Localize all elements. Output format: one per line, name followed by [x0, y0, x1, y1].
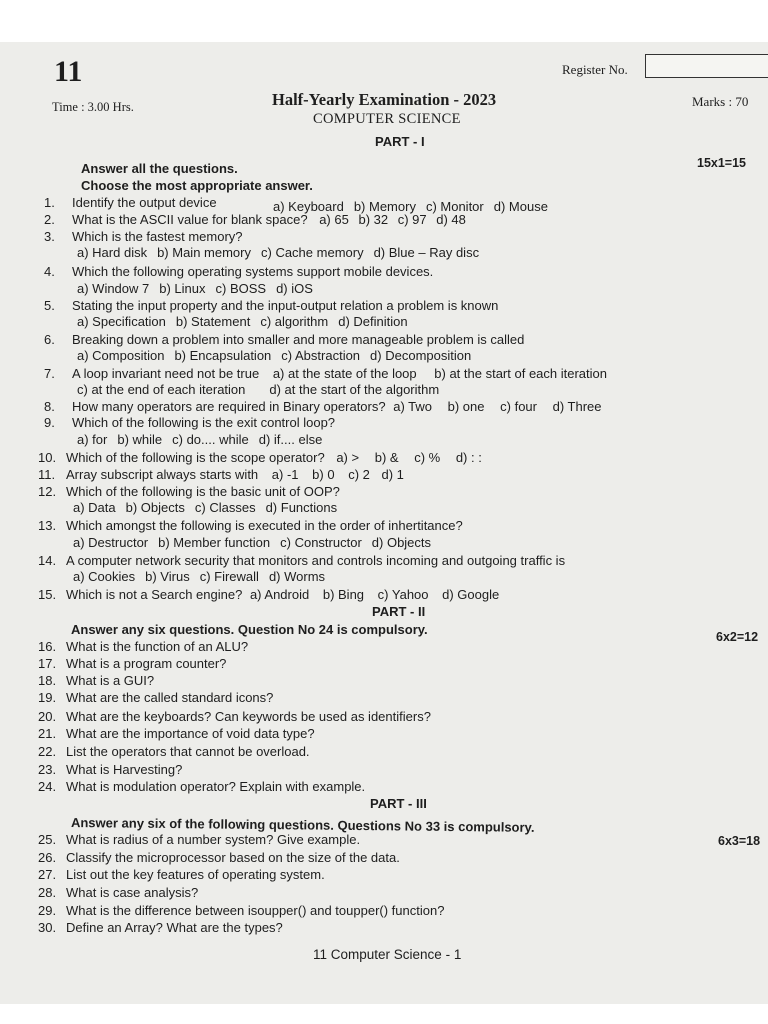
question-5: 5. Stating the input property and the input-output relation a problem is known [44, 298, 499, 313]
exam-time: Time : 3.00 Hrs. [52, 100, 134, 114]
question-25: 25. What is radius of a number system? Give example. [38, 832, 361, 847]
class-number: 11 [54, 55, 83, 88]
total-marks: Marks : 70 [692, 94, 749, 109]
question-4-options: a) Window 7 b) Linux c) BOSS d) iOS [77, 281, 313, 296]
question-1-options: a) Keyboard b) Memory c) Monitor d) Mouse [273, 199, 548, 214]
question-12-options: a) Data b) Objects c) Classes d) Functions [73, 500, 338, 515]
part-3-title: PART - III [370, 796, 427, 811]
register-number-box[interactable] [645, 54, 768, 78]
question-6-options: a) Composition b) Encapsulation c) Abstraction d) Decomposition [77, 348, 472, 363]
question-19: 19. What are the called standard icons? [38, 690, 274, 705]
question-13-options: a) Destructor b) Member function c) Constructor d) Objects [73, 535, 432, 550]
question-13: 13. Which amongst the following is executed in the order of inhertitance? [38, 518, 463, 533]
part-2-title: PART - II [372, 604, 426, 619]
question-17: 17. What is a program counter? [38, 656, 227, 671]
part-3-instruction: Answer any six of the following questions. Questions No 33 is compulsory. [70, 815, 535, 835]
subject-title: COMPUTER SCIENCE [313, 111, 461, 127]
question-24: 24. What is modulation operator? Explain with example. [38, 779, 366, 794]
question-18: 18. What is a GUI? [38, 673, 155, 688]
part-3-marks: 6x3=18 [718, 834, 761, 848]
question-2: 2. What is the ASCII value for blank space? a) 65 b) 32 c) 97 d) 48 [44, 212, 466, 227]
part-2-marks: 6x2=12 [716, 630, 759, 644]
register-label: Register No. [562, 62, 628, 77]
question-1: 1. Identify the output device [44, 195, 217, 210]
question-28: 28. What is case analysis? [38, 885, 199, 900]
question-9: 9. Which of the following is the exit control loop? [44, 415, 336, 430]
part-1-instruction-2: Choose the most appropriate answer. [81, 178, 313, 193]
question-26: 26. Classify the microprocessor based on the size of the data. [38, 850, 400, 865]
question-3: 3. Which is the fastest memory? [44, 229, 243, 244]
part-1-title: PART - I [375, 134, 425, 149]
question-4: 4. Which the following operating systems support mobile devices. [44, 264, 434, 279]
question-10: 10. Which of the following is the scope operator? a) > b) & c) % d) : : [38, 450, 482, 465]
question-6: 6. Breaking down a problem into smaller and more manageable problem is called [44, 332, 525, 347]
question-14: 14. A computer network security that monitors and controls incoming and outgoing traffic is [38, 553, 566, 568]
question-22: 22. List the operators that cannot be overload. [38, 744, 310, 759]
question-29: 29. What is the difference between isoupper() and toupper() function? [38, 903, 445, 918]
part-1-instruction-1: Answer all the questions. [81, 161, 238, 176]
question-11: 11. Array subscript always starts with a) -1 b) 0 c) 2 d) 1 [38, 467, 404, 482]
question-3-options: a) Hard disk b) Main memory c) Cache memory d) Blue – Ray disc [77, 245, 480, 260]
question-7: 7. A loop invariant need not be true a) at the state of the loop b) at the start of each iteration [44, 366, 607, 381]
question-8: 8. How many operators are required in Binary operators? a) Two b) one c) four d) Three [44, 399, 602, 414]
question-30: 30. Define an Array? What are the types? [38, 920, 283, 935]
question-27: 27. List out the key features of operating system. [38, 867, 325, 882]
question-5-options: a) Specification b) Statement c) algorithm d) Definition [77, 314, 408, 329]
page-footer: 11 Computer Science - 1 [313, 947, 462, 962]
question-7-options: c) at the end of each iteration d) at the start of the algorithm [77, 382, 440, 397]
question-20: 20. What are the keyboards? Can keywords be used as identifiers? [38, 709, 431, 724]
question-14-options: a) Cookies b) Virus c) Firewall d) Worms [73, 569, 326, 584]
question-9-options: a) for b) while c) do.... while d) if.... else [77, 432, 323, 447]
question-23: 23. What is Harvesting? [38, 762, 183, 777]
question-16: 16. What is the function of an ALU? [38, 639, 249, 654]
part-1-marks: 15x1=15 [697, 156, 747, 170]
question-15: 15. Which is not a Search engine? a) Android b) Bing c) Yahoo d) Google [38, 587, 500, 602]
part-2-instruction: Answer any six questions. Question No 24 is compulsory. [71, 622, 428, 637]
question-21: 21. What are the importance of void data type? [38, 726, 315, 741]
question-12: 12. Which of the following is the basic unit of OOP? [38, 484, 340, 499]
exam-title: Half-Yearly Examination - 2023 [272, 90, 497, 109]
